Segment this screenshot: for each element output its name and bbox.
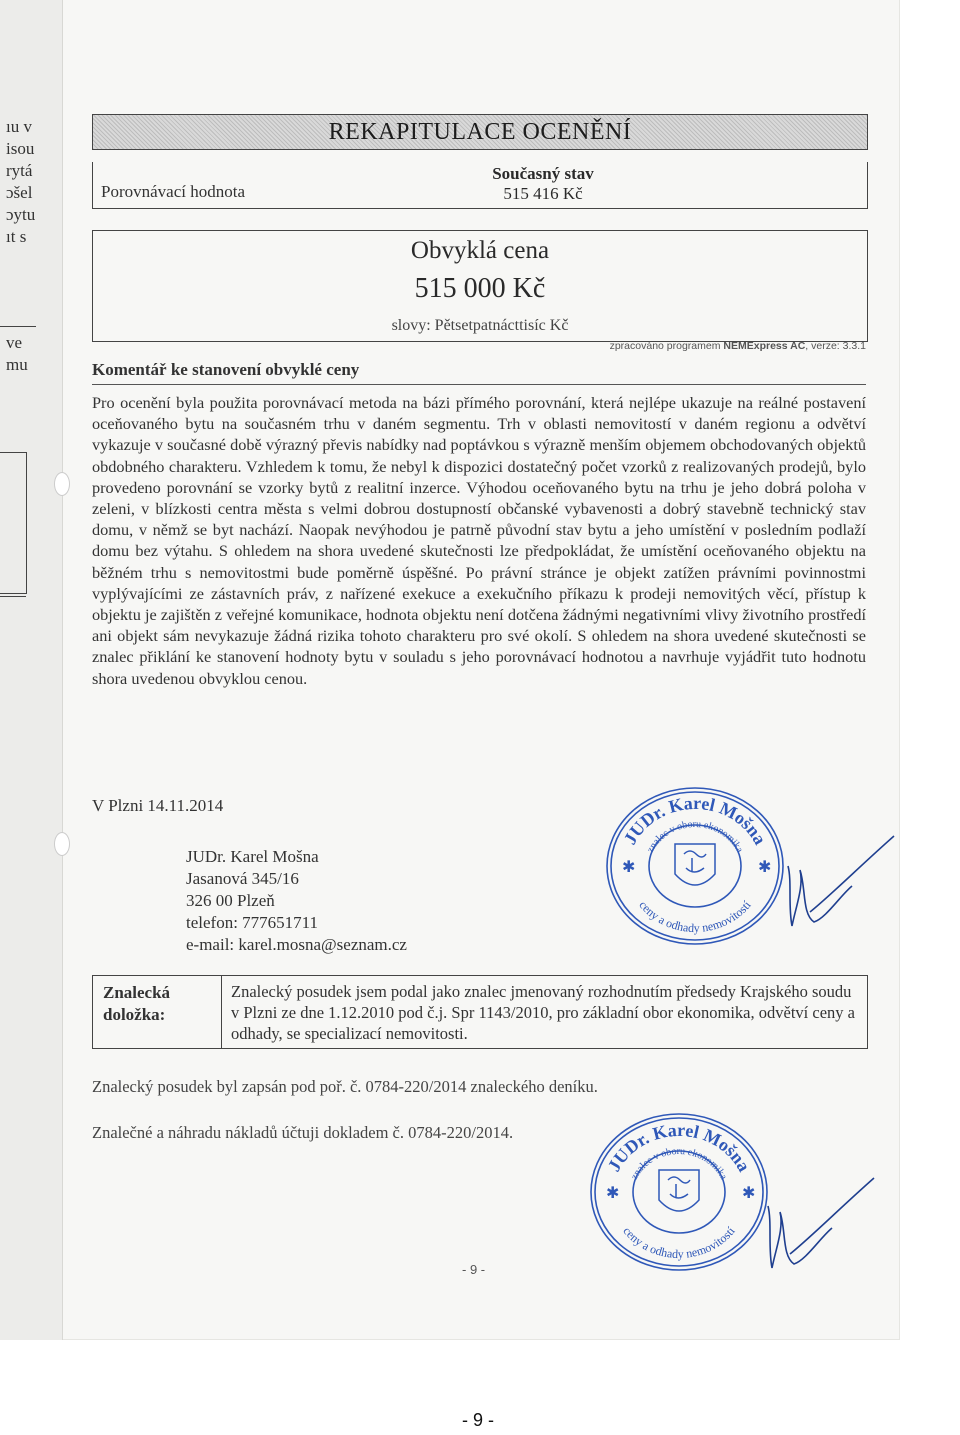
svg-text:znalec v oboru ekonomika: [629, 1146, 729, 1182]
star-icon: ✱: [622, 859, 636, 876]
place-date: V Plzni 14.11.2014: [92, 796, 224, 815]
fragment-box: [0, 452, 27, 594]
clause-label-line: Znalecká: [103, 983, 171, 1002]
fragment-text: rytá: [6, 161, 33, 180]
star-icon: ✱: [758, 859, 772, 876]
coat-of-arms-icon: [675, 844, 715, 885]
software-prefix: zpracováno programem: [609, 340, 721, 352]
clause-label: [103, 982, 170, 1026]
fragment-text: mu: [6, 355, 28, 374]
fragment-rule: [0, 326, 36, 327]
expert-stamp: [600, 776, 790, 946]
fragment-text: ɔytu: [6, 205, 36, 224]
fragment-text: ıu v: [6, 117, 32, 136]
usual-price-amount: 515 000 Kč: [414, 273, 546, 304]
comment-divider: [92, 384, 866, 385]
stamp-text-top: JUDr. Karel Mošna: [603, 1119, 755, 1175]
registry-note: Znalecký posudek byl zapsán pod poř. č. 0784-220/2014 znaleckého deníku.: [92, 1077, 598, 1096]
comparison-box: [92, 162, 868, 209]
stamp-text-top: JUDr. Karel Mošna: [619, 792, 771, 848]
software-name: NEMExpress AC: [723, 340, 806, 352]
svg-text:ceny a odhady nemovitostí: [620, 1224, 738, 1261]
expert-clause: [92, 975, 868, 1049]
star-icon: ✱: [606, 1185, 620, 1202]
page-number-inner: - 9 -: [462, 1262, 486, 1277]
clause-divider: [221, 976, 222, 1048]
coat-of-arms-icon: [659, 1170, 699, 1211]
star-icon: ✱: [742, 1185, 756, 1202]
expert-city: 326 00 Plzeň: [186, 891, 275, 910]
usual-price-words: slovy: Pětsetpatnácttisíc Kč: [391, 317, 569, 334]
expert-stamp: [582, 1104, 776, 1272]
expert-address-block: [186, 846, 407, 956]
software-note: [610, 340, 866, 352]
stamp-text-inner: znalec v oboru ekonomika: [628, 1145, 730, 1182]
punch-hole: [54, 472, 70, 496]
comparison-label: Porovnávací hodnota: [101, 182, 245, 201]
fragment-text: isou: [6, 139, 35, 158]
expert-email: e-mail: karel.mosna@seznam.cz: [186, 935, 407, 954]
expert-phone: telefon: 777651711: [186, 913, 319, 932]
comparison-value: 515 416 Kč: [503, 184, 583, 203]
usual-price-heading: Obvyklá cena: [410, 237, 550, 264]
page-number: - 9 -: [462, 1410, 495, 1430]
clause-text: Znalecký posudek jsem podal jako znalec jmenovaný rozhodnutím předsedy Krajského soudu v Plzni ze dne 1.12.2010 pod č.j. Spr 1143/2010, pro základní obor ekonomika, odvětví ceny a odhady, se specializací nemovitosti.: [231, 982, 855, 1043]
expert-street: Jasanová 345/16: [186, 869, 299, 888]
comparison-column-head: Současný stav: [492, 164, 594, 183]
signature: [748, 1170, 878, 1280]
expert-name: JUDr. Karel Mošna: [186, 847, 319, 866]
usual-price-box: [92, 230, 868, 342]
software-version: , verze: 3.3.1: [805, 340, 866, 352]
fragment-text: ve: [6, 333, 23, 352]
signature: [770, 826, 900, 936]
fragment-rule: [0, 596, 26, 597]
stamp-text-bottom: ceny a odhady nemovitostí: [636, 898, 754, 936]
left-page-fragment: [0, 0, 63, 1340]
clause-label-line: doložka:: [103, 1005, 166, 1024]
comment-text: Pro ocenění byla použita porovnávací metoda na bázi přímého porovnání, která nejlépe ukazuje na reálné postavení oceňovaného bytu na současném trhu v daném segmentu. Trh v oblasti nemovitostí v daném regionu a odvětví vykazuje v současné době výrazný převis nabídky nad poptávkou s výrazně menším objemem obchodovaných objektů obdobného charakteru. Vzhledem k tomu, že nebyl k dispozici dostatečný počet vzorků z realizovaných prodejů, bylo provedeno porovnání se vzorky bytů z realitní inzerce. Výhodou oceňovaného bytu na trhu je jeho dobrá poloha v zeleni, v blízkosti centra města s velmi dobrou dostupností občanské vybavenosti a dobrý stavebně technický stav domu, v němž se byt nachází. Naopak nevýhodou je patrně původní stav bytu a jeho umístění v posledním podlaží domu bez výtahu. S ohledem na shora uvedené skutečnosti lze předpokládat, že umístění oceňovaného objektu na běžném trhu s nemovitostmi bude poměrně úspěšné. Po právní stránce je objekt zatížen právními povinnostmi vyplývajícími ze zástavních práv, z nařízené exekuce a exekučního příkazu k prodeji nemovitých věcí, přístup k objektu je zajištěn z veřejné komunikace, hodnota objektu není dotčena žádnými negativními vlivy životního prostředí ani objekt sám nevykazuje žádná rizika tohoto charakteru pro své okolí. S ohledem na shora uvedené skutečnosti se znalec přiklání ke stanovení hodnoty bytu v souladu s jeho porovnávací hodnotou a navrhuje vyjádřit tuto hodnotu shora uvedenou obvyklou cenou.: [92, 393, 866, 688]
fee-note: Znalečné a náhradu nákladů účtuji dokladem č. 0784-220/2014.: [92, 1123, 514, 1142]
fragment-text: ɔšel: [6, 183, 33, 202]
recap-title-bar: [92, 114, 868, 150]
svg-text:znalec v oboru ekonomika: [645, 819, 745, 855]
fragment-text: ıt s: [6, 227, 27, 246]
stamp-text-bottom: ceny a odhady nemovitostí: [620, 1224, 738, 1262]
page-title: REKAPITULACE OCENĚNÍ: [328, 118, 632, 145]
stamp-text-inner: znalec v oboru ekonomika: [644, 818, 746, 855]
punch-hole: [54, 832, 70, 856]
comment-title: Komentář ke stanovení obvyklé ceny: [92, 360, 360, 379]
svg-text:ceny a odhady nemovitostí: [636, 898, 754, 935]
